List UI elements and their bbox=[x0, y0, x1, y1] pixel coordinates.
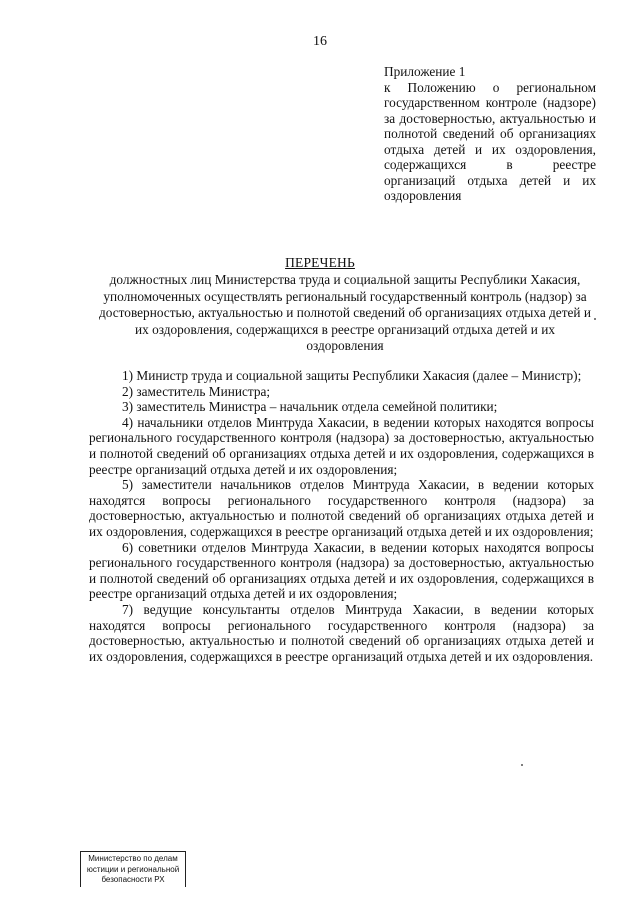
stamp-line: безопасности РХ bbox=[101, 875, 165, 884]
list-item: 7) ведущие консультанты отделов Минтруда Хакасии, в ведении которых находятся вопросы регионального государственного контроля (надзора) за достоверностью, актуальностью и полнотой сведений об организациях отдыха детей и их оздоровления, содержащихся в реестре организаций отдыха детей и их оздоровления. bbox=[89, 601, 594, 664]
scan-speck bbox=[594, 318, 596, 320]
list-item: 5) заместители начальников отделов Минтруда Хакасии, в ведении которых находятся вопросы регионального государственного контроля (надзора) за достоверностью, актуальностью и полнотой сведений об организациях отдыха детей и их оздоровления, содержащихся в реестре организаций отдыха детей и их оздоровления; bbox=[89, 477, 594, 539]
list-subtitle: должностных лиц Министерства труда и социальной защиты Республики Хакасия, уполномоченных осуществлять региональный государственный контроль (надзор) за достоверностью, актуальностью и полнотой сведений об организациях отдыха детей и их оздоровления, содержащихся в реестре организаций отдыха детей и их оздоровления bbox=[99, 272, 591, 354]
list-heading: ПЕРЕЧЕНЬ bbox=[285, 255, 355, 270]
stamp-line: юстиции и региональной bbox=[86, 864, 180, 874]
list-item: 4) начальники отделов Минтруда Хакасии, в ведении которых находятся вопросы регионального государственного контроля (надзора) за достоверностью, актуальностью и полнотой сведений об организациях отдыха детей и их оздоровления, содержащихся в реестре организаций отдыха детей и их оздоровления; bbox=[89, 414, 594, 477]
stamp-line: Министерство по делам bbox=[88, 854, 178, 863]
appendix-text: к Положению о региональном государственном контроле (надзоре) за достоверностью, актуальностью и полнотой сведений об организациях отдыха детей и их оздоровления, содержащихся в реестре организаций отдыха детей и их оздоровления bbox=[384, 79, 596, 203]
registration-stamp bbox=[80, 851, 186, 887]
list-item: 6) советники отделов Минтруда Хакасии, в ведении которых находятся вопросы регионального государственного контроля (надзора) за достоверностью, актуальностью и полнотой сведений об организациях отдыха детей и их оздоровления, содержащихся в реестре организаций отдыха детей и их оздоровления; bbox=[89, 539, 594, 602]
list-item: 2) заместитель Министра; bbox=[122, 383, 271, 399]
scan-speck bbox=[521, 764, 523, 766]
appendix-block bbox=[384, 64, 596, 204]
page-number: 16 bbox=[313, 34, 327, 49]
list-item: 3) заместитель Министра – начальник отдела семейной политики; bbox=[122, 399, 498, 415]
official-list bbox=[89, 368, 594, 664]
appendix-title: Приложение 1 bbox=[384, 64, 466, 79]
list-item: 1) Министр труда и социальной защиты Республики Хакасия (далее – Министр); bbox=[122, 368, 582, 383]
